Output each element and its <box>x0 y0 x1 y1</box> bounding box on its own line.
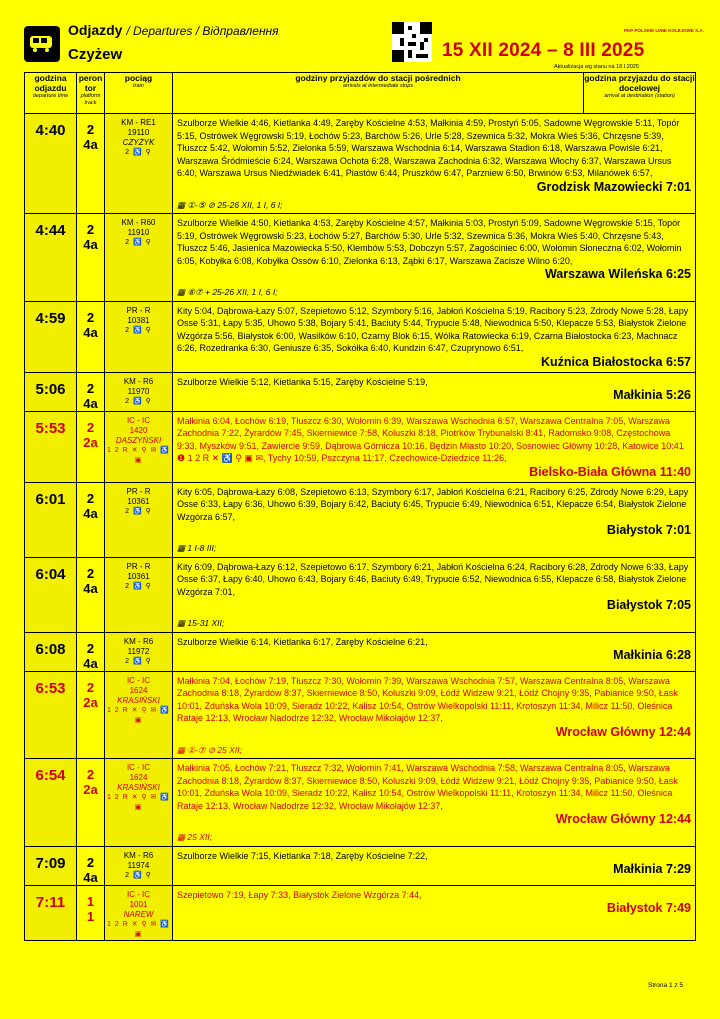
departure-time: 6:54 <box>25 759 77 847</box>
platform-track <box>77 671 105 759</box>
train-number: 10361 <box>127 571 150 581</box>
train-name: CZYŻYK <box>122 138 155 147</box>
table-row <box>25 885 696 940</box>
platform: 2 <box>86 380 95 396</box>
service-icons: 2 ♿ ⚲ <box>125 239 152 246</box>
destination: Białystok 7:05 <box>606 598 691 612</box>
destination: Białystok 7:01 <box>606 523 691 537</box>
departure-time: 6:01 <box>25 482 77 557</box>
train-number: 11974 <box>127 860 150 870</box>
stops-cell <box>173 372 696 411</box>
platform: 2 <box>86 490 95 506</box>
departure-time: 6:53 <box>25 671 77 759</box>
stops-cell <box>173 885 696 940</box>
col-stops: godziny przyjazdów do stacji pośrednich arrivals at intermediate stops <box>173 73 584 114</box>
destination: Małkinia 6:28 <box>613 648 691 662</box>
platform-track <box>77 301 105 372</box>
intermediate-stops: Szepietowo 7:19, Łapy 7:33, Białystok Zielone Wzgórza 7:44, <box>177 889 422 900</box>
train-number: 11910 <box>127 228 150 237</box>
track: 4a <box>83 580 98 596</box>
operator-logo: PKP POLSKIE LINIE KOLEJOWE S.A. <box>624 28 704 33</box>
stops-cell <box>173 632 696 671</box>
departure-time: 7:09 <box>25 846 77 885</box>
platform: 2 <box>86 640 95 656</box>
stops-cell <box>173 214 696 302</box>
table-row <box>25 632 696 671</box>
page-title: Odjazdy / Departures / Відправлення <box>68 22 279 38</box>
departure-time: 7:11 <box>25 885 77 940</box>
track: 4a <box>83 655 98 671</box>
table-row <box>25 846 696 885</box>
intermediate-stops: Kity 6:09, Dąbrowa-Łazy 6:12, Szepietowo 6:17, Szymbory 6:21, Jabłoń Kościelna 6:24, Racibory 6:28, Zdrody Nowe 6:33, Łapy Osse 6:37, Łapy 6:40, Uhowo 6:43, Bojary 6:46, Baciuty 6:49, Trypucie 6:52, Niewodnica 6:55, Klepacze 6:58, Białystok Zielone Wzgórza 7:01, <box>177 561 689 597</box>
validity-dates: 15 XII 2024 – 8 III 2025 <box>442 40 645 61</box>
train-number: 1624 <box>129 685 148 695</box>
train-number: 10381 <box>127 315 150 325</box>
track: 4a <box>83 395 98 411</box>
stops-cell <box>173 557 696 632</box>
departure-time: 6:08 <box>25 632 77 671</box>
intermediate-stops: Kity 6:05, Dąbrowa-Łazy 6:08, Szepietowo 6:13, Szymbory 6:17, Jabłoń Kościelna 6:21, Racibory 6:25, Zdrody Nowe 6:29, Łapy Osse 6:33, Łapy 6:36, Uhowo 6:39, Bojary 6:42, Baciuty 6:45, Trypucie 6:49, Niewodnica 6:51, Klepacze 6:54, Białystok Zielone Wzgórza 6:57, <box>177 486 689 522</box>
service-icons: 1 2 R ✕ ⚲ ✉ ♿ ▣ <box>106 706 171 724</box>
train-info <box>105 759 173 847</box>
train-info <box>105 671 173 759</box>
destination: Warszawa Wileńska 6:25 <box>544 267 691 281</box>
service-icons: 2 ♿ ⚲ <box>125 871 152 879</box>
departure-time: 5:06 <box>25 372 77 411</box>
timetable <box>24 72 696 941</box>
destination: Małkinia 7:29 <box>613 862 691 876</box>
table-row <box>25 411 696 482</box>
intermediate-stops: Szulborze Wielkie 4:50, Kietlanka 4:53, Zaręby Kościelne 4:57, Małkinia 5:03, Prostyń 5:09, Sadowne Węgrowskie 5:15, Topór 5:19, Ostrówek Węgrowski 5:23, Łochów 5:27, Barchów 5:30, Urle 5:32, Szewnica 5:36, Mokra Wieś 5:40, Chrzęsne 5:43, Tłuszcz 5:46, Jasienica Mazowiecka 5:50, Klembów 5:53, Dobczyn 5:57, Zagościniec 6:00, Wołomin Słoneczna 6:02, Wołomin 6:05, Kobyłka 6:08, Kobyłka Ossów 6:10, Zielonka 6:13, Ząbki 6:17, Warszawa Zacisze Wilno 6:20, <box>177 218 682 266</box>
service-icons: 2 ♿ ⚲ <box>125 397 152 405</box>
calendar-note: ▦ ①-⑤ ⊘ 25-26 XII, 1 I, 6 I; <box>177 199 283 210</box>
header <box>24 18 704 72</box>
platform: 2 <box>86 679 95 695</box>
destination: Białystok 7:49 <box>606 901 691 915</box>
col-time: godzina odjazdu departure time <box>25 73 77 114</box>
train-carrier: KM - R6 <box>123 376 154 386</box>
intermediate-stops: Szulborze Wielkie 7:15, Kietlanka 7:18, Zaręby Kościelne 7:22, <box>177 850 428 861</box>
train-info <box>105 885 173 940</box>
stops-cell <box>173 671 696 759</box>
intermediate-stops: Szulborze Wielkie 5:12, Kietlanka 5:15, Zaręby Kościelne 5:19, <box>177 376 428 387</box>
table-row <box>25 301 696 372</box>
table-row <box>25 759 696 847</box>
destination: Kuźnica Białostocka 6:57 <box>540 354 691 369</box>
train-number: 19110 <box>127 128 150 137</box>
track: 1 <box>86 908 95 924</box>
train-number: 1420 <box>129 425 148 435</box>
intermediate-stops: Kity 5:04, Dąbrowa-Łazy 5:07, Szepietowo 5:12, Szymbory 5:16, Jabłoń Kościelna 5:19, Racibory 5:23, Zdrody Nowe 5:28, Łapy Osse 5:31, Łapy 5:35, Uhowo 5:38, Bojary 5:41, Baciuty 5:44, Trypucie 5:48, Niewodnica 5:50, Klepacze 5:53, Białystok Zielone Wzgórza 5:56, Białystok 6:00, Wasilków 6:10, Czarny Blok 6:15, Wólka Ratowiecka 6:19, Czarna Białostocka 6:23, Machnacz 6:26, Rozedranka 6:30, Geniusze 6:35, Sokółka 6:40, Kundzin 6:47, Czuprynowo 6:51, <box>177 305 689 353</box>
track: 4a <box>83 324 98 340</box>
col-dest: godzina przyjazdu do stacji docelowej arrival at destination (station) <box>584 73 696 114</box>
table-row <box>25 214 696 302</box>
service-icons: 2 ♿ ⚲ <box>125 326 152 334</box>
platform-track <box>77 214 105 302</box>
platform-track <box>77 885 105 940</box>
service-icons: 1 2 R ✕ ⚲ ✉ ♿ ▣ <box>106 920 171 938</box>
train-carrier: KM - R6 <box>123 850 154 860</box>
platform-track <box>77 632 105 671</box>
track: 2a <box>83 694 98 710</box>
calendar-note: ▦ ①-⑦ ⊘ 25 XII; <box>177 744 242 755</box>
train-carrier: IC - IC <box>126 415 151 425</box>
train-number: 1001 <box>129 899 148 909</box>
track: 4a <box>83 137 98 152</box>
train-carrier: PR - R <box>126 486 151 496</box>
train-info <box>105 214 173 302</box>
intermediate-stops: Szulborze Wielkie 6:14, Kietlanka 6:17, Zaręby Kościelne 6:21, <box>177 636 428 647</box>
platform: 2 <box>86 854 95 870</box>
train-carrier: IC - IC <box>126 675 151 685</box>
track: 4a <box>83 869 98 885</box>
train-carrier: IC - IC <box>126 763 151 772</box>
calendar-note: ▦ 25 XII; <box>177 832 212 842</box>
train-info <box>105 482 173 557</box>
platform-track <box>77 114 105 214</box>
platform-track <box>77 372 105 411</box>
train-carrier: KM - RE1 <box>121 118 156 127</box>
train-number: 1624 <box>129 773 148 782</box>
train-icon <box>24 26 60 62</box>
intermediate-stops: Małkinia 7:04, Łochów 7:19, Tłuszcz 7:30, Wołomin 7:39, Warszawa Wschodnia 7:57, Warszawa Centralna 8:05, Warszawa Zachodnia 8:18, Żyrardów 8:37, Skierniewice 8:50, Koluszki 9:09, Łódź Widzew 9:21, Łódź Chojny 9:35, Pabianice 9:50, Łask 10:01, Zduńska Wola 10:09, Sieradz 10:22, Kalisz 10:54, Ostrów Wielkopolski 11:11, Krotoszyn 11:34, Milicz 11:50, Oleśnica Rataje 12:13, Wrocław Nadodrze 12:32, Wrocław Mikołajów 12:37, <box>177 675 678 723</box>
train-carrier: PR - R <box>126 561 151 571</box>
destination: Bielsko-Biała Główna 11:40 <box>529 464 691 479</box>
stops-cell <box>173 846 696 885</box>
platform: 1 <box>86 893 95 909</box>
intermediate-stops: Małkinia 7:05, Łochów 7:21, Tłuszcz 7:32, Wołomin 7:41, Warszawa Wschodnia 7:58, Warszawa Centralna 8:05, Warszawa Zachodnia 8:18, Żyrardów 8:37, Skierniewice 8:50, Koluszki 9:09, Łódź Widzew 9:21, Łódź Chojny 9:35, Pabianice 9:50, Łask 10:01, Zduńska Wola 10:09, Sieradz 10:22, Kalisz 10:54, Ostrów Wielkopolski 11:11, Krotoszyn 11:34, Milicz 11:50, Oleśnica Rataje 12:13, Wrocław Nadodrze 12:32, Wrocław Mikołajów 12:37, <box>177 763 678 811</box>
departure-time: 5:53 <box>25 411 77 482</box>
calendar-note: ▦ 15-31 XII; <box>177 618 225 628</box>
departure-time: 4:40 <box>25 114 77 214</box>
service-icons: 1 2 R ✕ ⚲ ✉ ♿ ▣ <box>106 794 171 811</box>
stops-cell <box>173 114 696 214</box>
destination: Wrocław Główny 12:44 <box>555 724 691 739</box>
platform: 2 <box>86 222 95 237</box>
table-row <box>25 557 696 632</box>
platform: 2 <box>86 767 95 782</box>
service-icons: 2 ♿ ⚲ <box>125 582 152 590</box>
train-carrier: PR - R <box>126 305 151 315</box>
station-name: Czyżew <box>68 46 123 63</box>
update-note: Aktualizacja wg stanu na 18.I.2025 <box>554 64 640 70</box>
service-icons: 2 ♿ ⚲ <box>125 657 152 665</box>
train-name: DASZYŃSKI <box>115 435 162 445</box>
calendar-note: ▦ ⑥⑦ + 25-26 XII, 1 I, 6 I; <box>177 287 278 297</box>
train-info <box>105 632 173 671</box>
stops-cell <box>173 482 696 557</box>
train-info <box>105 411 173 482</box>
train-name: KRASIŃSKI <box>117 695 160 705</box>
platform-track <box>77 846 105 885</box>
platform: 2 <box>86 419 95 435</box>
track: 2a <box>83 434 98 450</box>
page-number: Strona 1 z 5 <box>648 982 684 989</box>
calendar-note: ▦ 1 I-8 III; <box>177 543 217 553</box>
col-train: pociąg train <box>105 73 173 114</box>
departure-time: 4:44 <box>25 214 77 302</box>
train-info <box>105 557 173 632</box>
train-carrier: IC - IC <box>126 889 151 899</box>
destination: Grodzisk Mazowiecki 7:01 <box>536 179 691 194</box>
qr-code-icon <box>392 22 432 62</box>
col-platform: peron tor platform track <box>77 73 105 114</box>
platform-track <box>77 411 105 482</box>
train-info <box>105 114 173 214</box>
destination: Małkinia 5:26 <box>613 388 691 402</box>
service-icons: 2 ♿ ⚲ <box>125 507 152 515</box>
train-number: 10361 <box>127 496 150 506</box>
intermediate-stops: Szulborze Wielkie 4:46, Kietlanka 4:49, Zaręby Kościelne 4:53, Małkinia 4:59, Prostyń 5:05, Sadowne Węgrowskie 5:11, Topór 5:15, Ostrówek Węgrowski 5:19, Łochów 5:23, Barchów 5:26, Urle 5:28, Szewnica 5:32, Mokra Wieś 5:36, Chrzęsne 5:39, Tłuszcz 5:42, Wołomin 5:52, Zielonka 5:59, Warszawa Wschodnia 6:14, Warszawa Stadion 6:18, Warszawa Powiśle 6:21, Warszawa Śródmieście 6:24, Warszawa Ochota 6:28, Warszawa Zachodnia 6:32, Warszawa Włochy 6:37, Warszawa Ursus 6:40, Warszawa Ursus Niedźwiadek 6:41, Piastów 6:44, Pruszków 6:47, Parzniew 6:50, Brwinów 6:53, Milanówek 6:57, <box>177 118 680 178</box>
train-number: 11970 <box>127 386 150 396</box>
train-info <box>105 301 173 372</box>
table-header <box>25 73 696 114</box>
table-row <box>25 671 696 759</box>
stops-cell <box>173 759 696 847</box>
stops-cell <box>173 411 696 482</box>
platform-track <box>77 759 105 847</box>
departure-time: 6:04 <box>25 557 77 632</box>
table-row <box>25 372 696 411</box>
platform-track <box>77 557 105 632</box>
train-name: NAREW <box>123 909 154 919</box>
service-icons: 2 ♿ ⚲ <box>125 149 152 156</box>
train-carrier: KM - R6 <box>123 636 154 646</box>
train-info <box>105 372 173 411</box>
platform-track <box>77 482 105 557</box>
departure-time: 4:59 <box>25 301 77 372</box>
platform: 2 <box>86 309 95 325</box>
intermediate-stops: Małkinia 6:04, Łochów 6:19, Tłuszcz 6:30, Wołomin 6:39, Warszawa Wschodnia 6:57, Warszawa Centralna 7:05, Warszawa Zachodnia 7:22, Żyrardów 7:45, Skierniewice 7:58, Koluszki 8:18, Piotrków Trybunalski 8:41, Radomsko 9:08, Częstochowa 9:33, Myszków 9:51, Zawiercie 9:59, Dąbrowa Górnicza 10:16, Będzin Miasto 10:20, Sosnowiec Główny 10:28, Katowice 10:41 ❶ 1 2 R ✕ ♿ ⚲ ▣ ✉, Tychy 10:59, Pszczyna 11:17, Czechowice-Dziedzice 11:26, <box>177 415 684 463</box>
table-row <box>25 114 696 214</box>
track: 4a <box>83 237 98 252</box>
train-info <box>105 846 173 885</box>
track: 2a <box>83 782 98 797</box>
platform: 2 <box>86 122 95 137</box>
train-number: 11972 <box>127 646 150 656</box>
train-carrier: KM - R60 <box>121 218 156 227</box>
destination: Wrocław Główny 12:44 <box>555 812 691 826</box>
platform: 2 <box>86 565 95 581</box>
table-row <box>25 482 696 557</box>
stops-cell <box>173 301 696 372</box>
track: 4a <box>83 505 98 521</box>
train-name: KRASIŃSKI <box>117 783 160 792</box>
service-icons: 1 2 R ✕ ⚲ ✉ ♿ ▣ <box>106 446 171 464</box>
